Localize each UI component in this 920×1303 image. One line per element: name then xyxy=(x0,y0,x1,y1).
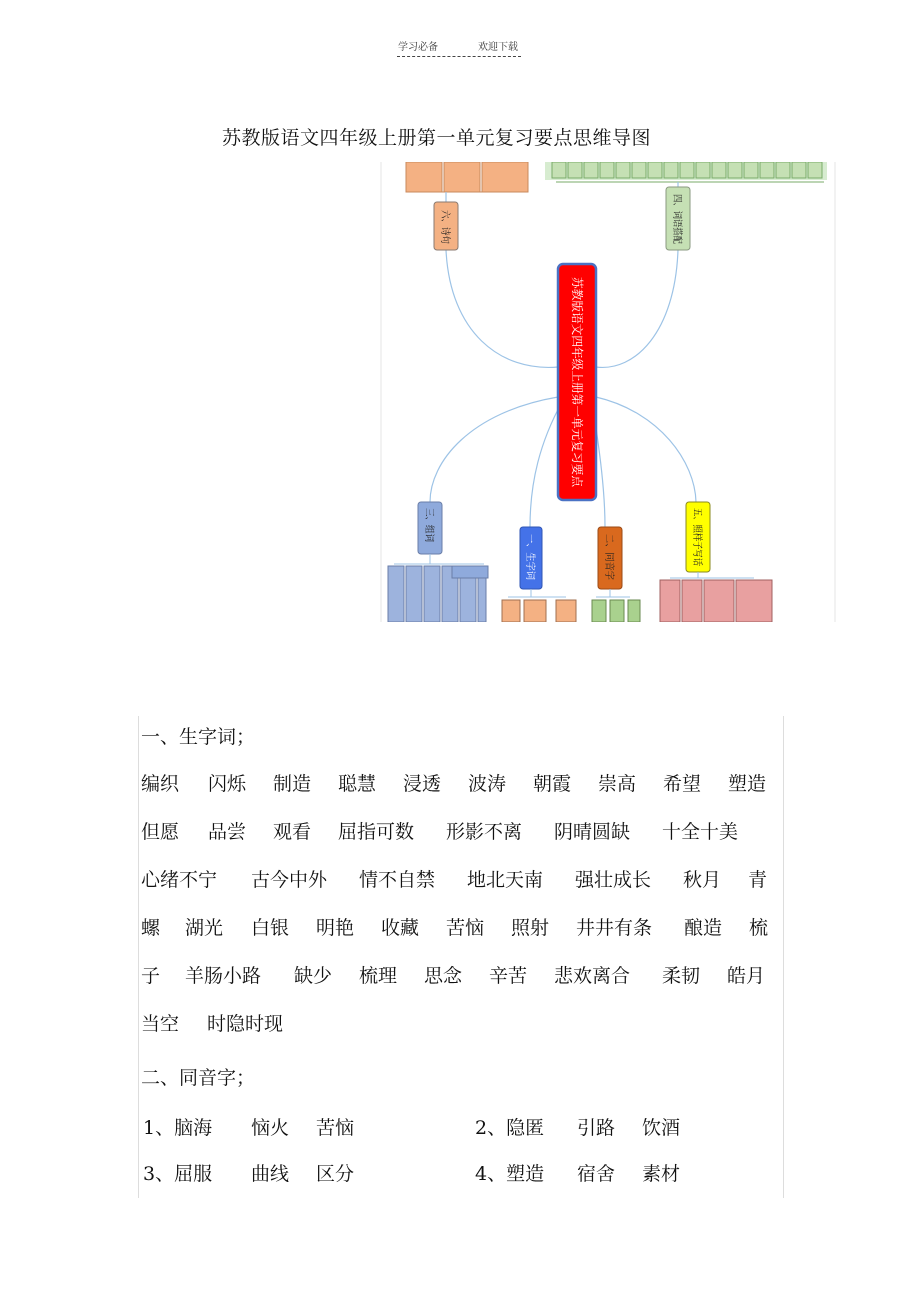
section2-heading: 二、同音字； xyxy=(141,1067,256,1089)
vocab-word: 朝霞 xyxy=(533,773,572,795)
mind-map-image xyxy=(380,162,836,622)
top-right-leaf-strip xyxy=(545,162,827,182)
homophone-word: 区分 xyxy=(316,1163,355,1185)
vocab-word: 阴晴圆缺 xyxy=(554,821,631,843)
vocab-word: 浸透 xyxy=(403,773,442,795)
homophone-leaves xyxy=(592,600,640,622)
vocab-word: 希望 xyxy=(663,773,702,795)
vocab-word: 秋月 xyxy=(683,869,722,891)
vocab-word: 当空 xyxy=(141,1013,180,1035)
branch-word-groups-label: 三、组词 xyxy=(423,508,434,548)
vocab-word: 闪烁 xyxy=(208,773,247,795)
homophone-word: 曲线 xyxy=(251,1163,290,1185)
branch-word-pairs-label: 四、词语搭配 xyxy=(671,194,682,254)
vocab-word: 悲欢离合 xyxy=(554,965,631,987)
vocab-word: 十全十美 xyxy=(662,821,739,843)
homophone-word: 4、塑造 xyxy=(475,1163,545,1185)
vocab-word: 崇高 xyxy=(598,773,637,795)
vocab-word: 苦恼 xyxy=(446,917,485,939)
vocab-word: 螺 xyxy=(141,917,161,939)
branch-word-pairs xyxy=(666,187,690,254)
vocab-word: 地北天南 xyxy=(467,869,544,891)
vocab-word: 柔韧 xyxy=(662,965,701,987)
vocab-word: 酿造 xyxy=(684,917,723,939)
vocab-word: 编织 xyxy=(141,773,180,795)
vocab-word: 白银 xyxy=(251,917,290,939)
branch-sentence-writing xyxy=(686,502,710,578)
document-title: 苏教版语文四年级上册第一单元复习要点思维导图 xyxy=(222,127,652,149)
vocab-word: 照射 xyxy=(511,917,550,939)
vocab-word: 但愿 xyxy=(141,821,180,843)
vocab-word: 塑造 xyxy=(728,773,767,795)
homophone-word: 宿舍 xyxy=(577,1163,616,1185)
sentence-leaves xyxy=(660,580,772,622)
vocab-word: 强壮成长 xyxy=(575,869,652,891)
vocab-word: 时隐时现 xyxy=(207,1013,284,1035)
branch-homophones xyxy=(598,527,622,589)
vocab-word: 聪慧 xyxy=(338,773,377,795)
center-node-label: 苏教版语文四年级上册第一单元复习要点 xyxy=(570,277,584,494)
homophone-word: 1、脑海 xyxy=(143,1117,213,1139)
vocab-word: 波涛 xyxy=(468,773,507,795)
vocab-word: 辛苦 xyxy=(489,965,528,987)
branch-sentence-writing-label: 五、照样子写话 xyxy=(691,508,702,578)
vocab-word: 屈指可数 xyxy=(338,821,415,843)
branch-poems-label: 六、诗句 xyxy=(439,210,450,250)
vocab-word: 品尝 xyxy=(208,821,247,843)
header-right-text: 欢迎下载 xyxy=(478,42,518,53)
branch-word-groups xyxy=(418,502,442,554)
word-group-leaves xyxy=(388,566,488,622)
vocab-word: 明艳 xyxy=(316,917,355,939)
homophone-word: 苦恼 xyxy=(316,1117,355,1139)
vocab-word: 观看 xyxy=(273,821,312,843)
vocab-word: 形影不离 xyxy=(446,821,523,843)
branch-new-words xyxy=(520,527,542,589)
vocab-word: 梳 xyxy=(749,917,769,939)
center-node xyxy=(558,264,596,500)
vocab-word: 思念 xyxy=(424,965,463,987)
new-word-leaves xyxy=(502,600,576,622)
section1-heading: 一、生字词； xyxy=(141,726,256,748)
vocab-word: 古今中外 xyxy=(251,869,328,891)
vocab-word: 羊肠小路 xyxy=(185,965,262,987)
branch-poems xyxy=(434,202,458,250)
top-left-leaf-boxes xyxy=(406,162,528,192)
vocab-word: 梳理 xyxy=(359,965,398,987)
vocab-word: 湖光 xyxy=(185,917,224,939)
content-area xyxy=(138,716,784,1198)
vocab-word: 皓月 xyxy=(727,965,766,987)
header-left-text: 学习必备 xyxy=(398,42,438,53)
vocab-word: 井井有条 xyxy=(576,917,653,939)
branch-new-words-label: 一、生字词 xyxy=(524,534,535,584)
vocab-word: 制造 xyxy=(273,773,312,795)
homophone-word: 饮酒 xyxy=(642,1117,681,1139)
vocab-word: 缺少 xyxy=(294,965,333,987)
vocab-word: 心绪不宁 xyxy=(141,869,218,891)
vocab-word: 青 xyxy=(748,869,768,891)
homophone-word: 2、隐匿 xyxy=(475,1117,545,1139)
vocab-word: 收藏 xyxy=(381,917,420,939)
branch-homophones-label: 二、同音字 xyxy=(603,534,614,584)
header-divider xyxy=(397,56,521,57)
homophone-word: 引路 xyxy=(577,1117,616,1139)
homophone-word: 3、屈服 xyxy=(143,1163,213,1185)
vocab-word: 子 xyxy=(141,965,161,987)
vocab-word: 情不自禁 xyxy=(359,869,436,891)
homophone-word: 恼火 xyxy=(251,1117,290,1139)
homophone-word: 素材 xyxy=(642,1163,681,1185)
